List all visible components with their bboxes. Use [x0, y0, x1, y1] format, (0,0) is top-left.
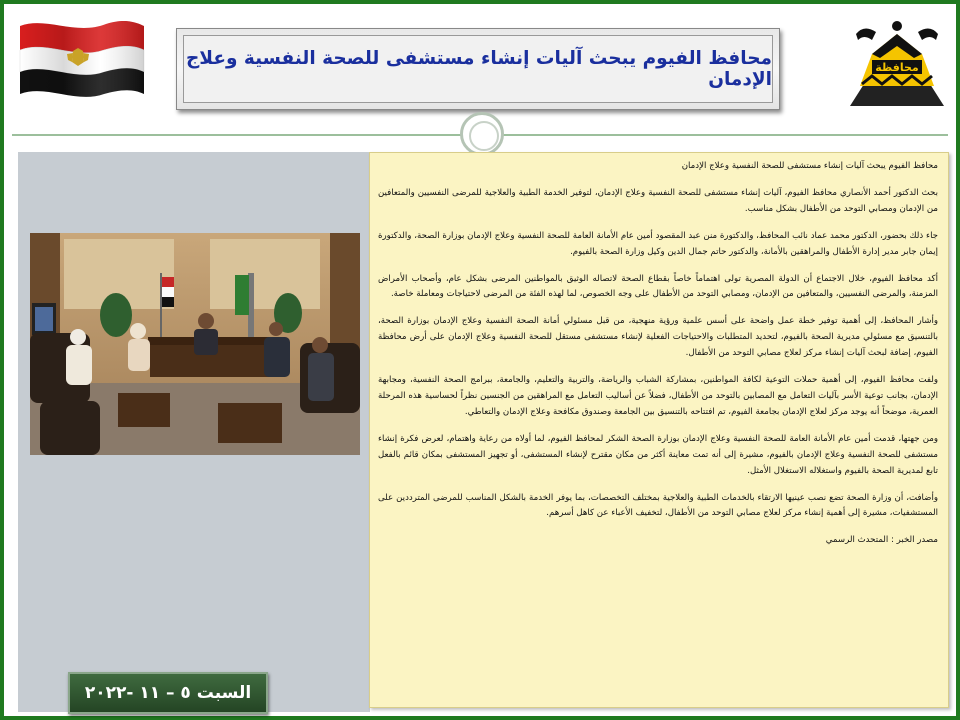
article-source: مصدر الخبر : المتحدث الرسمي: [825, 535, 938, 546]
meeting-photo: [30, 233, 360, 455]
article-paragraph: وأشار المحافظ، إلى أهمية توفير خطة عمل واضحة على أسس علمية ورؤية منهجية، من قبل مسئولي أمانة الصحة النفسية وعلاج الإدمان بوزارة الصحة، بالتنسيق مع مسئولي مديرية الصحة بالفيوم، لتحديد المتطلبات والاحتياجات الفعلية لإنشاء مستشفى مستقل للصحة النفسية وعلاج الإدمان على أرض محافظة الفيوم، إضافة لبحث آليات إنشاء مركز لعلاج مصابي التوحد من الأطفال.: [378, 316, 938, 359]
divider-ornament: [460, 112, 504, 156]
article-paragraph: وأضافت، أن وزارة الصحة تضع نصب عينيها الارتقاء بالخدمات الطبية والعلاجية بمختلف التخصصات، بما يوفر الخدمة بالشكل المناسب للمرضى المترددين على المستشفيات، مشيرة إلى أهمية إنشاء مركز لعلاج مصابي التوحد من الأطفال، لتخفيف الأعباء عن كاهل أسرهم.: [378, 492, 938, 519]
article-headline: محافظ الفيوم يبحث آليات إنشاء مستشفى للصحة النفسية وعلاج الإدمان: [681, 161, 938, 171]
article-paragraph: جاء ذلك بحضور، الدكتور محمد عماد نائب المحافظ، والدكتورة منن عبد المقصود أمين عام الأمانة العامة للصحة النفسية وعلاج الإدمان بوزارة الصحة، والدكتورة إيمان جابر مدير إدارة الأطفال والمراهقين بالأمانة، والدكتور حاتم جمال الدين وكيل وزارة الصحة بالفيوم.: [378, 230, 938, 257]
article-paragraph: ومن جهتها، قدمت أمين عام الأمانة العامة للصحة النفسية وعلاج الإدمان بوزارة الصحة الشكر لمحافظ الفيوم، لما أولاه من رعاية واهتمام، لعرض فكرة إنشاء مستشفى للصحة النفسية وعلاج الإدمان بالفيوم، مشيرة إلى أنه تمت معاينة أكثر من مكان مقترح لإنشاء المستشفى، أو تجهيز المستشفى بمكان قائم بالفعل تابع لمديرية الصحة بالفيوم واستغلاله الاستغلال الأمثل.: [378, 433, 938, 476]
date-badge: [68, 672, 268, 714]
title-box: [176, 28, 780, 110]
date-text: السبت ٥ – ١١ -٢٠٢٢: [84, 683, 252, 703]
article-body: [369, 152, 949, 708]
article-paragraph: أكد محافظ الفيوم، خلال الاجتماع أن الدولة المصرية تولى اهتماماً خاصاً بقطاع الصحة لاتصاله الوثيق بالمواطنين المرضى بشكل عام، وأصحاب الأمراض المزمنة، والمرضى النفسيين، والمتعافين من الإدمان، ومصابي التوحد من الأطفال على وجه الخصوص، لما لهذه الفئة من المرضى لاحتياجات ومعاملة خاصة.: [378, 273, 938, 300]
egypt-flag-icon: [16, 16, 148, 100]
fayoum-governorate-logo-icon: [842, 14, 952, 110]
svg-text:محافظة: محافظة: [875, 61, 919, 74]
page-frame: [4, 4, 956, 716]
article-paragraph: بحث الدكتور أحمد الأنصاري محافظ الفيوم، آليات إنشاء مستشفى للصحة النفسية وعلاج الإدمان، لتوفير الخدمة الطبية والعلاجية للمرضى النفسيين والمتعافين من الإدمان ومصابي التوحد من الأطفال بشكل مناسب.: [378, 187, 938, 214]
page-title: محافظ الفيوم يبحث آليات إنشاء مستشفى للصحة النفسية وعلاج الإدمان: [185, 48, 772, 90]
article-paragraph: ولفت محافظ الفيوم، إلى أهمية حملات التوعية لكافة المواطنين، بمشاركة الشباب والرياضة، والتربية والتعليم، والجامعة، ببرامج الصحة النفسية، ومجابهة الإدمان، بجانب توعية الأسر بآليات التعامل مع المصابين بالتوحد من الأطفال، فضلاً عن أساليب التعامل مع المراهقين من الجنسين نظراً لحساسية هذه المرحلة العمرية، موضحاً أنه يوجد مركز لعلاج الإدمان بجامعة الفيوم، تم افتتاحه بالتنسيق بين الجامعة وصندوق مكافحة وعلاج الإدمان والتعاطي.: [378, 375, 938, 417]
